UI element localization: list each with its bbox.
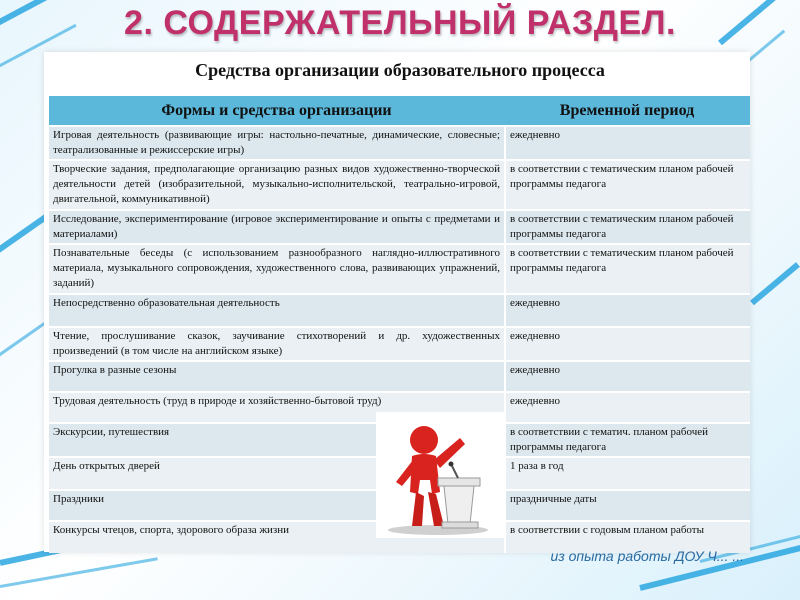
cell-form: Трудовая деятельность (труд в природе и хозяйственно-бытовой труд)	[49, 393, 504, 422]
cell-period: ежедневно	[504, 295, 750, 326]
cell-period: в соответствии с тематическим планом рабочей программы педагога	[504, 161, 750, 209]
table-row	[49, 328, 750, 360]
cell-form: Прогулка в разные сезоны	[49, 362, 504, 391]
cell-period: ежедневно	[504, 393, 750, 422]
cell-period: праздничные даты	[504, 491, 750, 520]
header-period: Временной период	[504, 96, 750, 125]
cell-form: Исследование, экспериментирование (игровое экспериментирование и опыты с предметами и материалами)	[49, 211, 504, 243]
cell-period: ежедневно	[504, 328, 750, 360]
table-row	[49, 127, 750, 159]
footer-caption: из опыта работы ДОУ Ч... ...	[550, 548, 744, 564]
cell-period: в соответствии с тематич. планом рабочей программы педагога	[504, 424, 750, 456]
table-row	[49, 245, 750, 293]
cell-form: Экскурсии, путешествия	[49, 424, 504, 456]
header-forms: Формы и средства организации	[49, 96, 504, 125]
cell-period: в соответствии с годовым планом работы	[504, 522, 750, 553]
cell-period: ежедневно	[504, 127, 750, 159]
cell-form: Праздники	[49, 491, 504, 520]
speaker-at-podium-icon	[376, 412, 506, 538]
cell-form: День открытых дверей	[49, 458, 504, 489]
cell-form: Познавательные беседы (с использованием разнообразного наглядно-иллюстративного материала, музыкального сопровождения, художественного слова, развивающих упражнений, заданий)	[49, 245, 504, 293]
table-row	[49, 211, 750, 243]
cell-form: Игровая деятельность (развивающие игры: настольно-печатные, динамические, словесные; театрализованные и режиссерские игры)	[49, 127, 504, 159]
table-row	[49, 295, 750, 326]
cell-period: 1 раза в год	[504, 458, 750, 489]
cell-form: Непосредственно образовательная деятельность	[49, 295, 504, 326]
page-title: 2. СОДЕРЖАТЕЛЬНЫЙ РАЗДЕЛ.	[124, 4, 676, 42]
cell-form: Чтение, прослушивание сказок, заучивание стихотворений и др. художественных произведений (в том числе на английском языке)	[49, 328, 504, 360]
cell-period: в соответствии с тематическим планом рабочей программы педагога	[504, 245, 750, 293]
cell-period: ежедневно	[504, 362, 750, 391]
table-header-row	[49, 96, 750, 125]
cell-form: Творческие задания, предполагающие организацию разных видов художественно-творческой деятельности детей (изобразительной, музыкально-исполнительской, театрально-игровой, двигательной, коммуникативной)	[49, 161, 504, 209]
decor-stripe	[0, 320, 48, 363]
speaker-illustration	[376, 412, 506, 538]
page-subtitle: Средства организации образовательного процесса	[195, 60, 605, 80]
cell-form: Конкурсы чтецов, спорта, здорового образа жизни	[49, 522, 504, 553]
decor-stripe	[750, 262, 800, 305]
table-row	[49, 362, 750, 391]
cell-period: в соответствии с тематическим планом рабочей программы педагога	[504, 211, 750, 243]
table-row	[49, 161, 750, 209]
